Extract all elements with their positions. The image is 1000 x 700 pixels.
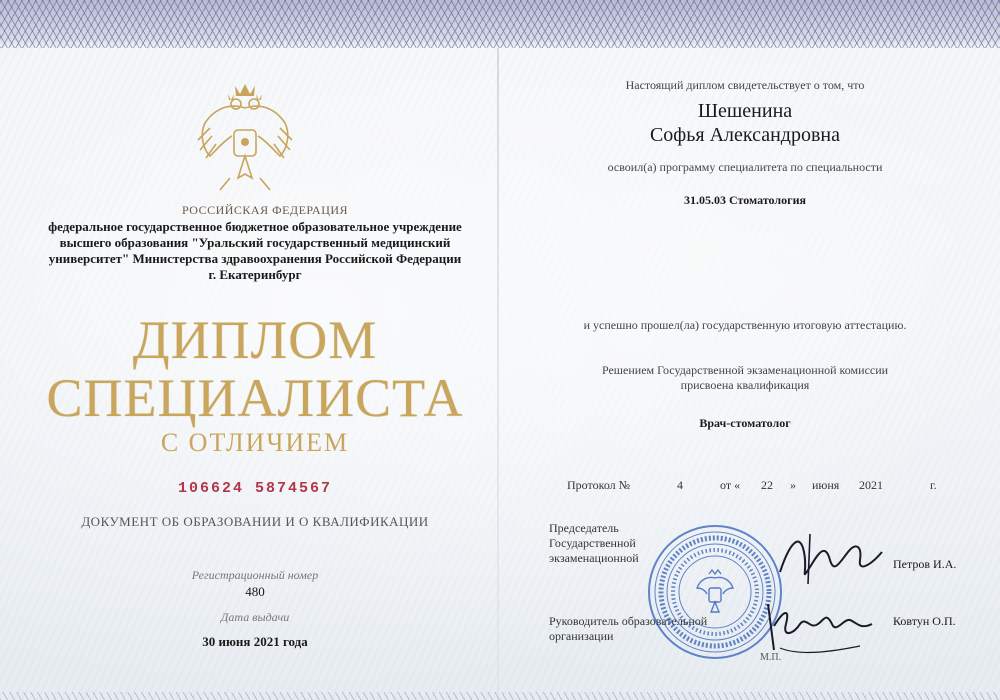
serial-number: 106624 5874567 <box>177 480 333 497</box>
institution-city: г. Екатеринбург <box>208 267 302 282</box>
double-headed-eagle-emblem-icon <box>190 78 300 198</box>
center-fold <box>497 48 499 700</box>
head-signature-icon <box>760 590 880 660</box>
head-label-line: Руководитель образовательной <box>549 614 708 628</box>
seal-place-mark: М.П. <box>760 652 782 663</box>
protocol-day: 22 <box>761 478 773 492</box>
head-name: Ковтун О.П. <box>893 614 956 628</box>
institution-name <box>40 219 470 283</box>
country-name: РОССИЙСКАЯ ФЕДЕРАЦИЯ <box>181 203 349 217</box>
graduate-surname: Шешенина <box>697 100 793 122</box>
commission-decision <box>540 363 950 393</box>
specialty: 31.05.03 Стоматология <box>684 193 806 207</box>
certifies-intro: Настоящий диплом свидетельствует о том, что <box>625 78 865 92</box>
chairman-label-line: Председатель <box>549 521 619 535</box>
document-type: ДОКУМЕНТ ОБ ОБРАЗОВАНИИ И О КВАЛИФИКАЦИИ <box>81 514 429 529</box>
chairman-label-line: экзаменационной <box>549 551 639 565</box>
issue-date: 30 июня 2021 года <box>202 634 308 649</box>
chairman-signature-icon <box>770 522 890 592</box>
diploma-title-line1: ДИПЛОМ <box>132 310 378 370</box>
protocol-year: 2021 <box>859 478 883 492</box>
institution-line: высшего образования "Уральский государственный медицинский <box>59 235 451 250</box>
qualification: Врач-стоматолог <box>699 416 791 430</box>
honors-label: С ОТЛИЧИЕМ <box>160 428 350 457</box>
chairman-label-line: Государственной <box>549 536 636 550</box>
guilloche-border <box>0 0 1000 48</box>
attestation-statement: и успешно прошел(ла) государственную итоговую аттестацию. <box>583 318 907 332</box>
institution-line: федеральное государственное бюджетное образовательное учреждение <box>48 219 462 234</box>
protocol-label: Протокол № <box>567 478 631 492</box>
diploma-title-line2: СПЕЦИАЛИСТА <box>46 368 464 428</box>
protocol-month: июня <box>812 478 840 492</box>
graduate-given-names: Софья Александровна <box>649 124 841 146</box>
registration-caption: Регистрационный номер <box>191 568 319 582</box>
issue-date-caption: Дата выдачи <box>220 610 290 624</box>
protocol-day-close: » <box>790 478 796 492</box>
decision-line: присвоена квалификация <box>680 378 810 392</box>
chairman-name: Петров И.А. <box>893 557 957 571</box>
protocol-from: от « <box>720 478 741 492</box>
protocol-year-suffix: г. <box>930 478 937 492</box>
protocol-number: 4 <box>677 478 683 492</box>
registration-number: 480 <box>245 584 265 599</box>
decision-line: Решением Государственной экзаменационной комиссии <box>601 363 889 377</box>
program-statement: освоил(а) программу специалитета по специальности <box>607 160 883 174</box>
bottom-border <box>0 692 1000 700</box>
head-label-line: организации <box>549 629 614 643</box>
institution-line: университет" Министерства здравоохранения Российской Федерации <box>48 251 462 266</box>
